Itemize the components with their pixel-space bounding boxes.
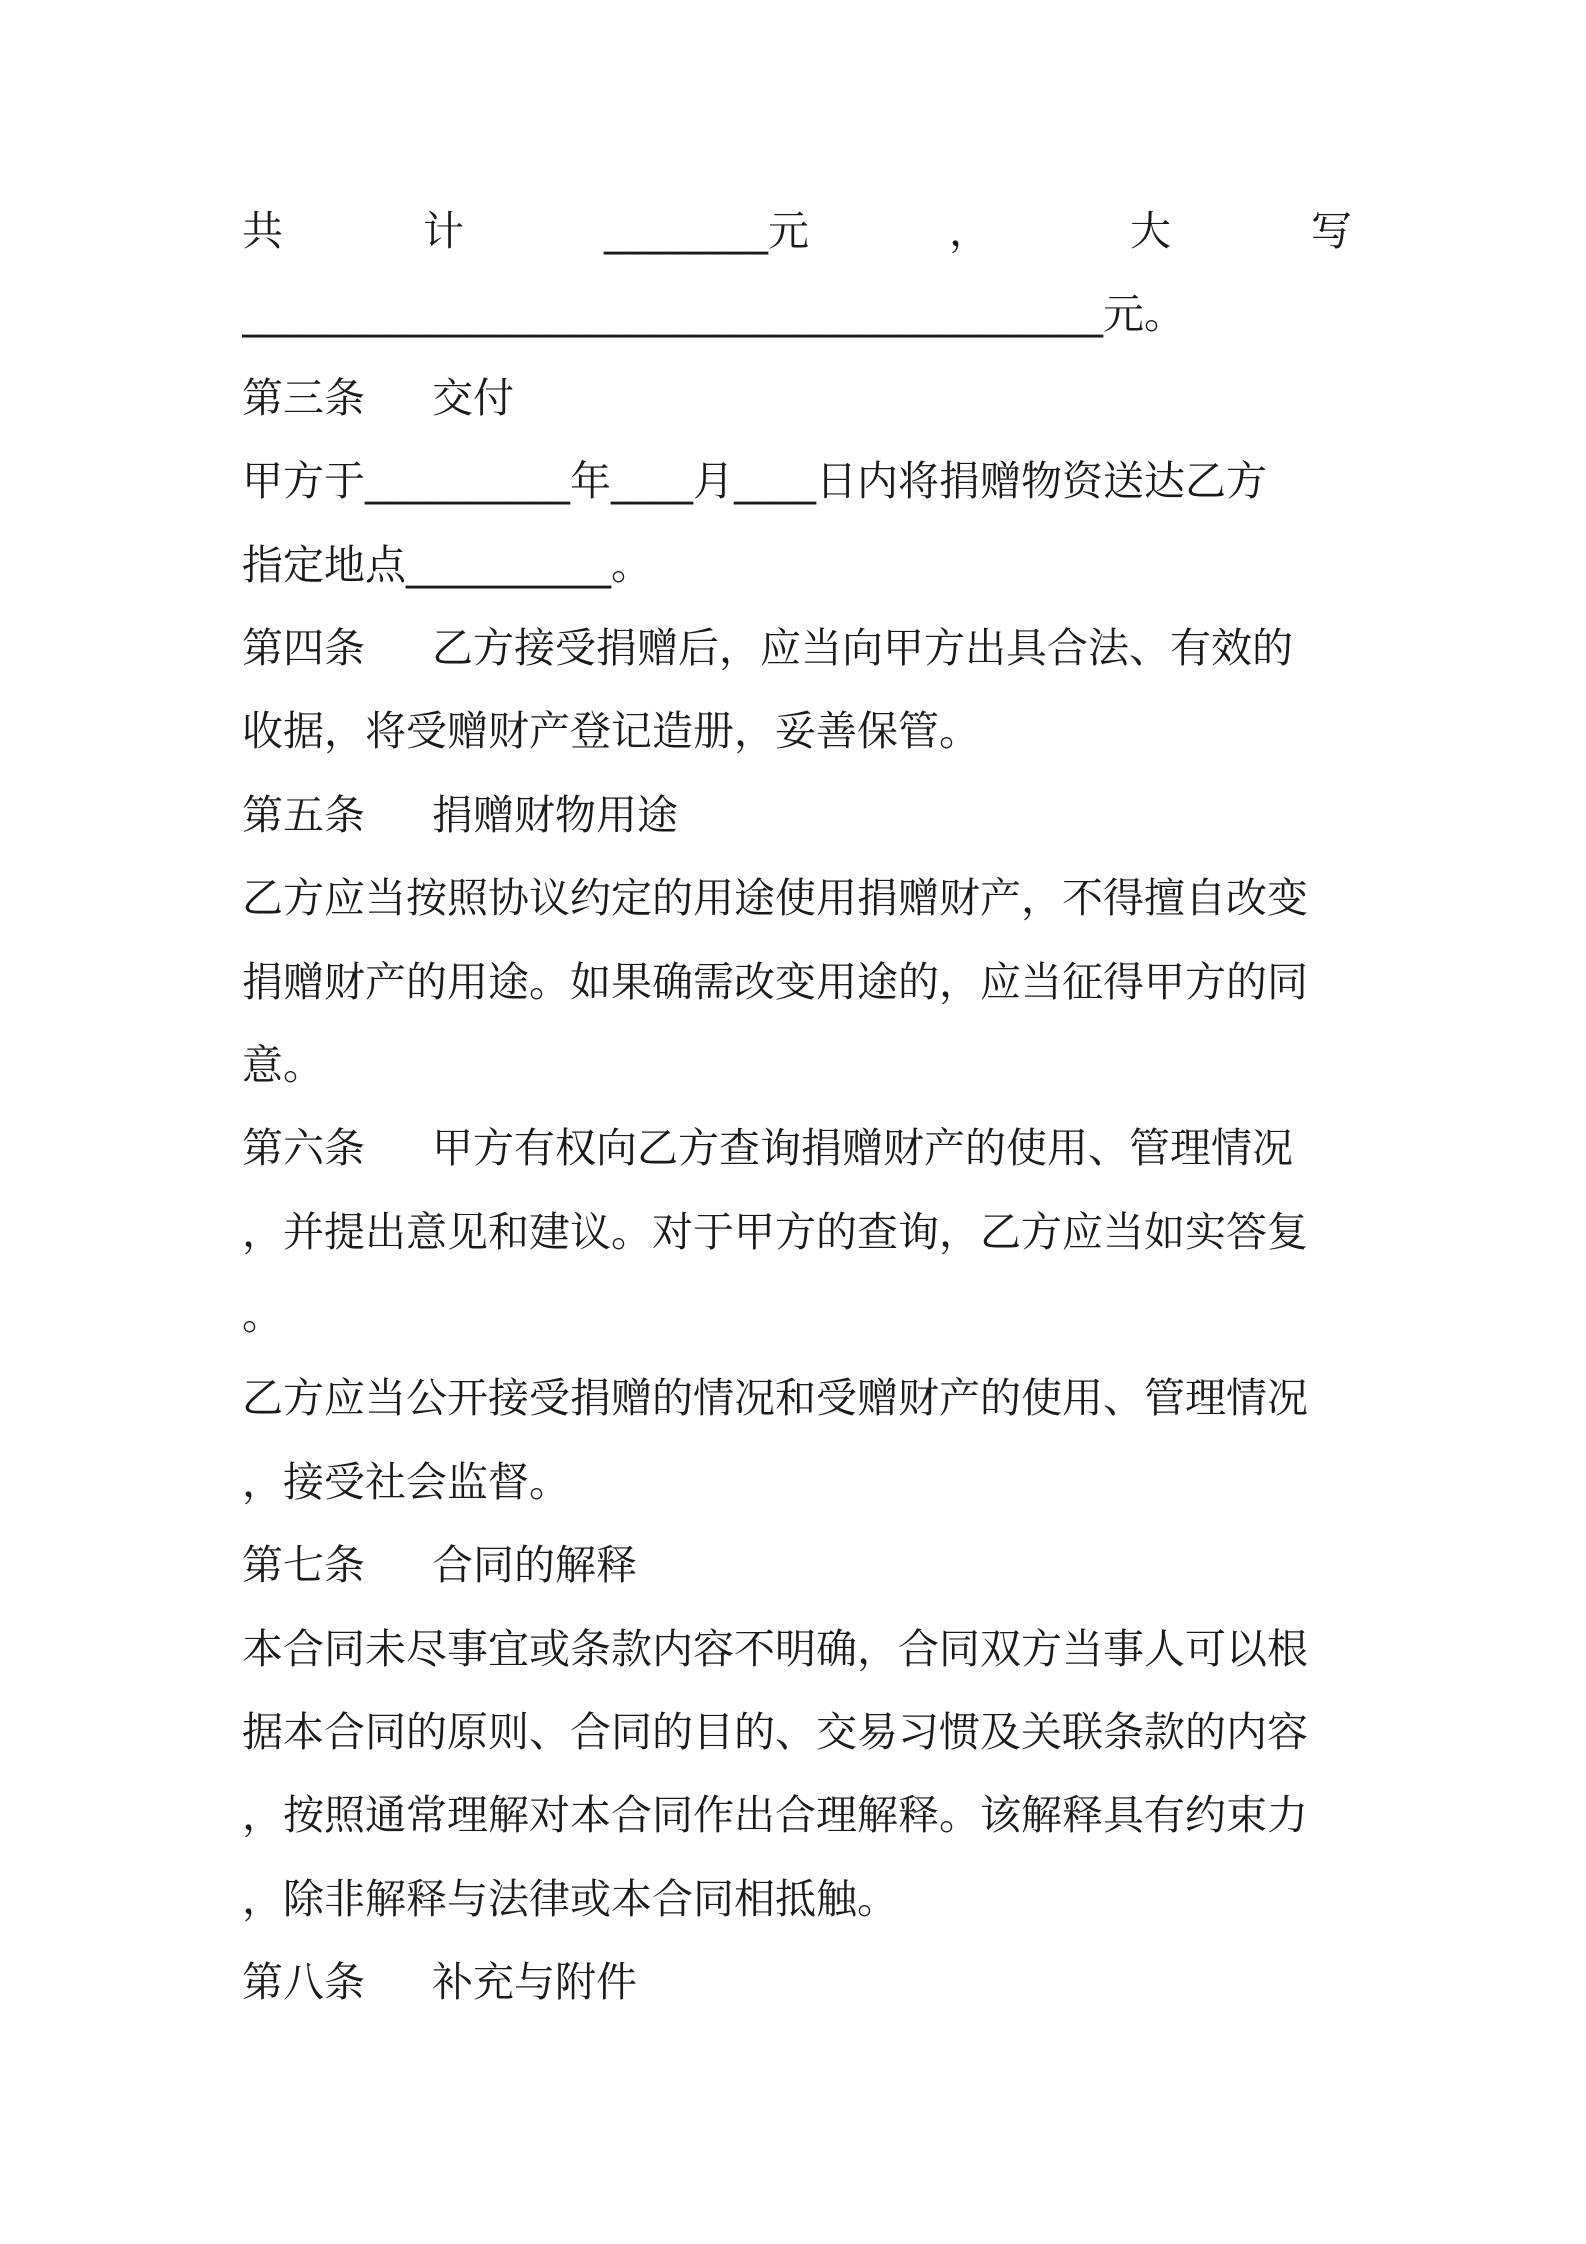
total-word-4: 写 [1311, 207, 1352, 255]
article-7-line-3: ，按照通常理解对本合同作出合理解释。该解释具有约束力 [242, 1791, 1308, 1840]
article-7-line-4: ，除非解释与法律或本合同相抵触。 [242, 1874, 898, 1923]
total-word-1: 共 [242, 207, 283, 255]
total-word-3: 大 [1130, 207, 1171, 255]
article-6-line-5: ，接受社会监督。 [242, 1457, 570, 1506]
article-6-line-1 [242, 1107, 1352, 1190]
article-5-line-3: 意。 [242, 1040, 324, 1089]
article-7-heading [242, 1524, 1352, 1607]
article-7-line-1: 本合同未尽事宜或条款内容不明确，合同双方当事人可以根 [242, 1624, 1308, 1673]
article-8-number: 第八条 [242, 1958, 365, 2007]
article-5-line-2: 捐赠财产的用途。如果确需改变用途的，应当征得甲方的同 [242, 957, 1308, 1006]
total-comma: ， [949, 207, 990, 255]
article-7-number: 第七条 [242, 1541, 365, 1590]
article-6-number: 第六条 [242, 1124, 365, 1173]
document-page [242, 190, 1352, 2025]
article-7-line-2: 据本合同的原则、合同的目的、交易习惯及关联条款的内容 [242, 1708, 1308, 1757]
article-5-title: 捐赠财物用途 [432, 790, 678, 839]
total-amount-blank: ________元 [604, 207, 809, 255]
article-3-title: 交付 [432, 373, 514, 422]
article-7-title: 合同的解释 [432, 1541, 637, 1590]
total-uppercase-line: __________________________________________元。 [242, 290, 1185, 339]
total-word-2: 计 [423, 207, 464, 255]
article-5-number: 第五条 [242, 790, 365, 839]
article-5-heading [242, 774, 1352, 857]
article-5-line-1: 乙方应当按照协议约定的用途使用捐赠财产，不得擅自改变 [242, 874, 1308, 923]
article-4-number: 第四条 [242, 623, 365, 672]
article-6-text: 甲方有权向乙方查询捐赠财产的使用、管理情况 [432, 1124, 1293, 1173]
article-3-line-2: 指定地点__________。 [242, 540, 652, 589]
article-3-number: 第三条 [242, 373, 365, 422]
article-6-line-3: 。 [242, 1291, 283, 1340]
article-6-line-2: ，并提出意见和建议。对于甲方的查询，乙方应当如实答复 [242, 1207, 1308, 1256]
article-4-line-1 [242, 607, 1352, 690]
total-amount-line [242, 190, 1352, 273]
article-3-heading [242, 357, 1352, 440]
article-3-line-1: 甲方于__________年____月____日内将捐赠物资送达乙方 [242, 457, 1267, 506]
article-4-line-2: 收据，将受赠财产登记造册，妥善保管。 [242, 707, 980, 756]
article-8-title: 补充与附件 [432, 1958, 637, 2007]
article-4-text: 乙方接受捐赠后，应当向甲方出具合法、有效的 [432, 623, 1293, 672]
article-8-heading [242, 1941, 1352, 2024]
article-6-line-4: 乙方应当公开接受捐赠的情况和受赠财产的使用、管理情况 [242, 1374, 1308, 1423]
